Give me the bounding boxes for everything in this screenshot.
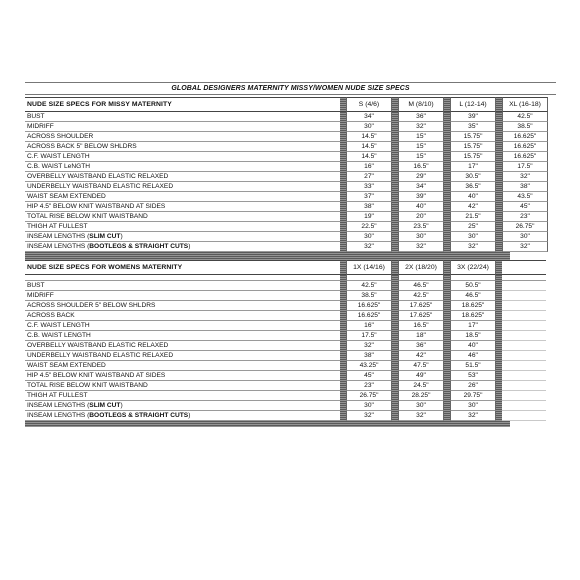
measurement-value: 15" xyxy=(398,142,444,152)
measurement-value: 38" xyxy=(346,351,392,361)
measurement-value: 42" xyxy=(398,351,444,361)
measurement-value: 23" xyxy=(502,212,548,222)
spec-row xyxy=(25,291,546,301)
measurement-value: 50.5" xyxy=(450,281,496,291)
measurement-value: 30" xyxy=(502,232,548,242)
empty-value xyxy=(502,331,546,341)
spec-row xyxy=(25,182,548,192)
measurement-value: 15" xyxy=(398,152,444,162)
measurement-value: 17.625" xyxy=(398,301,444,311)
measurement-label: BUST xyxy=(25,112,340,122)
measurement-value: 45" xyxy=(346,371,392,381)
measurement-value: 16.625" xyxy=(346,311,392,321)
measurement-value: 23.5" xyxy=(398,222,444,232)
measurement-value: 30.5" xyxy=(450,172,496,182)
measurement-label: WAIST SEAM EXTENDED xyxy=(25,192,340,202)
measurement-label: ACROSS BACK xyxy=(25,311,340,321)
measurement-value: 32" xyxy=(502,242,548,252)
measurement-value: 40" xyxy=(450,192,496,202)
measurement-value: 40" xyxy=(450,341,496,351)
womens-header-row xyxy=(25,260,546,275)
spec-row xyxy=(25,222,548,232)
measurement-label: OVERBELLY WAISTBAND ELASTIC RELAXED xyxy=(25,172,340,182)
measurement-value: 36" xyxy=(398,341,444,351)
measurement-value: 22.5" xyxy=(346,222,392,232)
spec-row xyxy=(25,401,546,411)
measurement-label: C.B. WAIST LENGTH xyxy=(25,331,340,341)
measurement-value: 24.5" xyxy=(398,381,444,391)
spec-row xyxy=(25,331,546,341)
spec-row xyxy=(25,391,546,401)
missy-spec-table xyxy=(25,97,548,252)
measurement-label: TOTAL RISE BELOW KNIT WAISTBAND xyxy=(25,381,340,391)
empty-value xyxy=(502,411,546,421)
empty-value xyxy=(502,321,546,331)
empty-value xyxy=(502,341,546,351)
measurement-value: 16.625" xyxy=(502,152,548,162)
measurement-value: 39" xyxy=(450,112,496,122)
measurement-label: INSEAM LENGTHS (BOOTLEGS & STRAIGHT CUTS) xyxy=(25,411,340,421)
measurement-value: 40" xyxy=(398,202,444,212)
measurement-value: 42.5" xyxy=(346,281,392,291)
measurement-value: 26.75" xyxy=(346,391,392,401)
empty-value xyxy=(502,361,546,371)
measurement-value: 16.625" xyxy=(502,132,548,142)
measurement-value: 32" xyxy=(398,122,444,132)
measurement-value: 23" xyxy=(346,381,392,391)
spec-row xyxy=(25,311,546,321)
measurement-label: C.B. WAIST LeNGTH xyxy=(25,162,340,172)
measurement-value: 20" xyxy=(398,212,444,222)
spec-row xyxy=(25,112,548,122)
empty-value xyxy=(502,371,546,381)
measurement-value: 36" xyxy=(398,112,444,122)
measurement-label: TOTAL RISE BELOW KNIT WAISTBAND xyxy=(25,212,340,222)
spec-row xyxy=(25,232,548,242)
spec-row xyxy=(25,281,546,291)
measurement-value: 16.5" xyxy=(398,321,444,331)
spec-row xyxy=(25,371,546,381)
measurement-value: 47.5" xyxy=(398,361,444,371)
measurement-value: 18" xyxy=(398,331,444,341)
measurement-value: 32" xyxy=(346,242,392,252)
empty-value xyxy=(502,301,546,311)
measurement-label: MIDRIFF xyxy=(25,291,340,301)
measurement-value: 32" xyxy=(398,411,444,421)
missy-header-row xyxy=(25,97,548,112)
size-header: XL (16-18) xyxy=(502,97,548,112)
spec-row xyxy=(25,351,546,361)
measurement-value: 30" xyxy=(346,401,392,411)
measurement-value: 26" xyxy=(450,381,496,391)
measurement-value: 29.75" xyxy=(450,391,496,401)
measurement-label: ACROSS SHOULDER 5" BELOW SHLDRS xyxy=(25,301,340,311)
measurement-value: 32" xyxy=(346,411,392,421)
size-header: M (8/10) xyxy=(398,97,444,112)
measurement-value: 14.5" xyxy=(346,132,392,142)
measurement-label: INSEAM LENGTHS (SLIM CUT) xyxy=(25,232,340,242)
measurement-value: 53" xyxy=(450,371,496,381)
measurement-value: 51.5" xyxy=(450,361,496,371)
measurement-value: 38" xyxy=(502,182,548,192)
measurement-value: 17.5" xyxy=(502,162,548,172)
measurement-value: 26.75" xyxy=(502,222,548,232)
section-heading: NUDE SIZE SPECS FOR WOMENS MATERNITY xyxy=(25,260,340,275)
measurement-value: 46.5" xyxy=(450,291,496,301)
measurement-value: 16.5" xyxy=(398,162,444,172)
size-header: L (12-14) xyxy=(450,97,496,112)
measurement-value: 35" xyxy=(450,122,496,132)
measurement-value: 32" xyxy=(450,242,496,252)
measurement-value: 37" xyxy=(346,192,392,202)
measurement-label: C.F. WAIST LENGTH xyxy=(25,152,340,162)
measurement-value: 38.5" xyxy=(346,291,392,301)
measurement-value: 32" xyxy=(502,172,548,182)
measurement-value: 30" xyxy=(398,232,444,242)
measurement-label: ACROSS SHOULDER xyxy=(25,132,340,142)
measurement-label: INSEAM LENGTHS (SLIM CUT) xyxy=(25,401,340,411)
measurement-value: 42.5" xyxy=(398,291,444,301)
measurement-value: 28.25" xyxy=(398,391,444,401)
section-heading: NUDE SIZE SPECS FOR MISSY MATERNITY xyxy=(25,97,340,112)
measurement-value: 18.625" xyxy=(450,311,496,321)
measurement-value: 32" xyxy=(450,411,496,421)
measurement-value: 14.5" xyxy=(346,142,392,152)
spec-row xyxy=(25,142,548,152)
empty-value xyxy=(502,351,546,361)
measurement-value: 34" xyxy=(398,182,444,192)
size-header: 2X (18/20) xyxy=(398,260,444,275)
measurement-value: 19" xyxy=(346,212,392,222)
size-header: S (4/6) xyxy=(346,97,392,112)
measurement-value: 17" xyxy=(450,162,496,172)
measurement-value: 29" xyxy=(398,172,444,182)
section-divider xyxy=(25,252,510,260)
size-spec-sheet xyxy=(25,82,556,427)
measurement-value: 18.625" xyxy=(450,301,496,311)
measurement-value: 42" xyxy=(450,202,496,212)
measurement-value: 46" xyxy=(450,351,496,361)
measurement-value: 34" xyxy=(346,112,392,122)
spec-row xyxy=(25,202,548,212)
measurement-value: 16" xyxy=(346,321,392,331)
measurement-value: 33" xyxy=(346,182,392,192)
measurement-label: UNDERBELLY WAISTBAND ELASTIC RELAXED xyxy=(25,182,340,192)
empty-value xyxy=(502,381,546,391)
empty-value xyxy=(502,291,546,301)
measurement-value: 30" xyxy=(346,232,392,242)
spec-row xyxy=(25,321,546,331)
measurement-value: 30" xyxy=(450,401,496,411)
empty-column xyxy=(502,260,546,275)
measurement-label: THIGH AT FULLEST xyxy=(25,222,340,232)
measurement-value: 18.5" xyxy=(450,331,496,341)
measurement-label: WAIST SEAM EXTENDED xyxy=(25,361,340,371)
measurement-value: 38.5" xyxy=(502,122,548,132)
measurement-label: HIP 4.5" BELOW KNIT WAISTBAND AT SIDES xyxy=(25,371,340,381)
womens-spec-table xyxy=(25,260,546,421)
measurement-value: 15.75" xyxy=(450,142,496,152)
spec-row xyxy=(25,361,546,371)
measurement-value: 17.625" xyxy=(398,311,444,321)
bottom-divider xyxy=(25,421,510,427)
measurement-value: 27" xyxy=(346,172,392,182)
spec-row xyxy=(25,381,546,391)
measurement-value: 21.5" xyxy=(450,212,496,222)
spec-row xyxy=(25,192,548,202)
measurement-label: THIGH AT FULLEST xyxy=(25,391,340,401)
measurement-value: 32" xyxy=(398,242,444,252)
measurement-value: 43.5" xyxy=(502,192,548,202)
spec-row xyxy=(25,301,546,311)
measurement-value: 16.625" xyxy=(346,301,392,311)
measurement-value: 49" xyxy=(398,371,444,381)
measurement-value: 14.5" xyxy=(346,152,392,162)
spec-row xyxy=(25,242,548,252)
measurement-value: 15" xyxy=(398,132,444,142)
size-header: 3X (22/24) xyxy=(450,260,496,275)
measurement-value: 30" xyxy=(398,401,444,411)
spec-row xyxy=(25,411,546,421)
empty-value xyxy=(502,401,546,411)
measurement-label: HIP 4.5" BELOW KNIT WAISTBAND AT SIDES xyxy=(25,202,340,212)
measurement-value: 45" xyxy=(502,202,548,212)
spec-row xyxy=(25,122,548,132)
measurement-value: 38" xyxy=(346,202,392,212)
measurement-value: 32" xyxy=(346,341,392,351)
size-header: 1X (14/16) xyxy=(346,260,392,275)
spec-row xyxy=(25,152,548,162)
measurement-label: UNDERBELLY WAISTBAND ELASTIC RELAXED xyxy=(25,351,340,361)
measurement-label: BUST xyxy=(25,281,340,291)
sheet-title: GLOBAL DESIGNERS MATERNITY MISSY/WOMEN NUDE SIZE SPECS xyxy=(25,82,556,95)
measurement-value: 46.5" xyxy=(398,281,444,291)
measurement-value: 43.25" xyxy=(346,361,392,371)
spec-row xyxy=(25,162,548,172)
measurement-value: 16" xyxy=(346,162,392,172)
spec-row xyxy=(25,341,546,351)
measurement-value: 42.5" xyxy=(502,112,548,122)
measurement-value: 30" xyxy=(346,122,392,132)
measurement-value: 15.75" xyxy=(450,152,496,162)
measurement-label: C.F. WAIST LENGTH xyxy=(25,321,340,331)
spec-row xyxy=(25,132,548,142)
measurement-label: ACROSS BACK 5" BELOW SHLDRS xyxy=(25,142,340,152)
measurement-value: 16.625" xyxy=(502,142,548,152)
spec-row xyxy=(25,172,548,182)
empty-value xyxy=(502,311,546,321)
measurement-value: 39" xyxy=(398,192,444,202)
measurement-label: OVERBELLY WAISTBAND ELASTIC RELAXED xyxy=(25,341,340,351)
empty-value xyxy=(502,281,546,291)
empty-value xyxy=(502,391,546,401)
measurement-value: 17" xyxy=(450,321,496,331)
spec-row xyxy=(25,212,548,222)
measurement-value: 30" xyxy=(450,232,496,242)
measurement-label: MIDRIFF xyxy=(25,122,340,132)
measurement-label: INSEAM LENGTHS (BOOTLEGS & STRAIGHT CUTS) xyxy=(25,242,340,252)
measurement-value: 15.75" xyxy=(450,132,496,142)
measurement-value: 17.5" xyxy=(346,331,392,341)
measurement-value: 36.5" xyxy=(450,182,496,192)
measurement-value: 25" xyxy=(450,222,496,232)
